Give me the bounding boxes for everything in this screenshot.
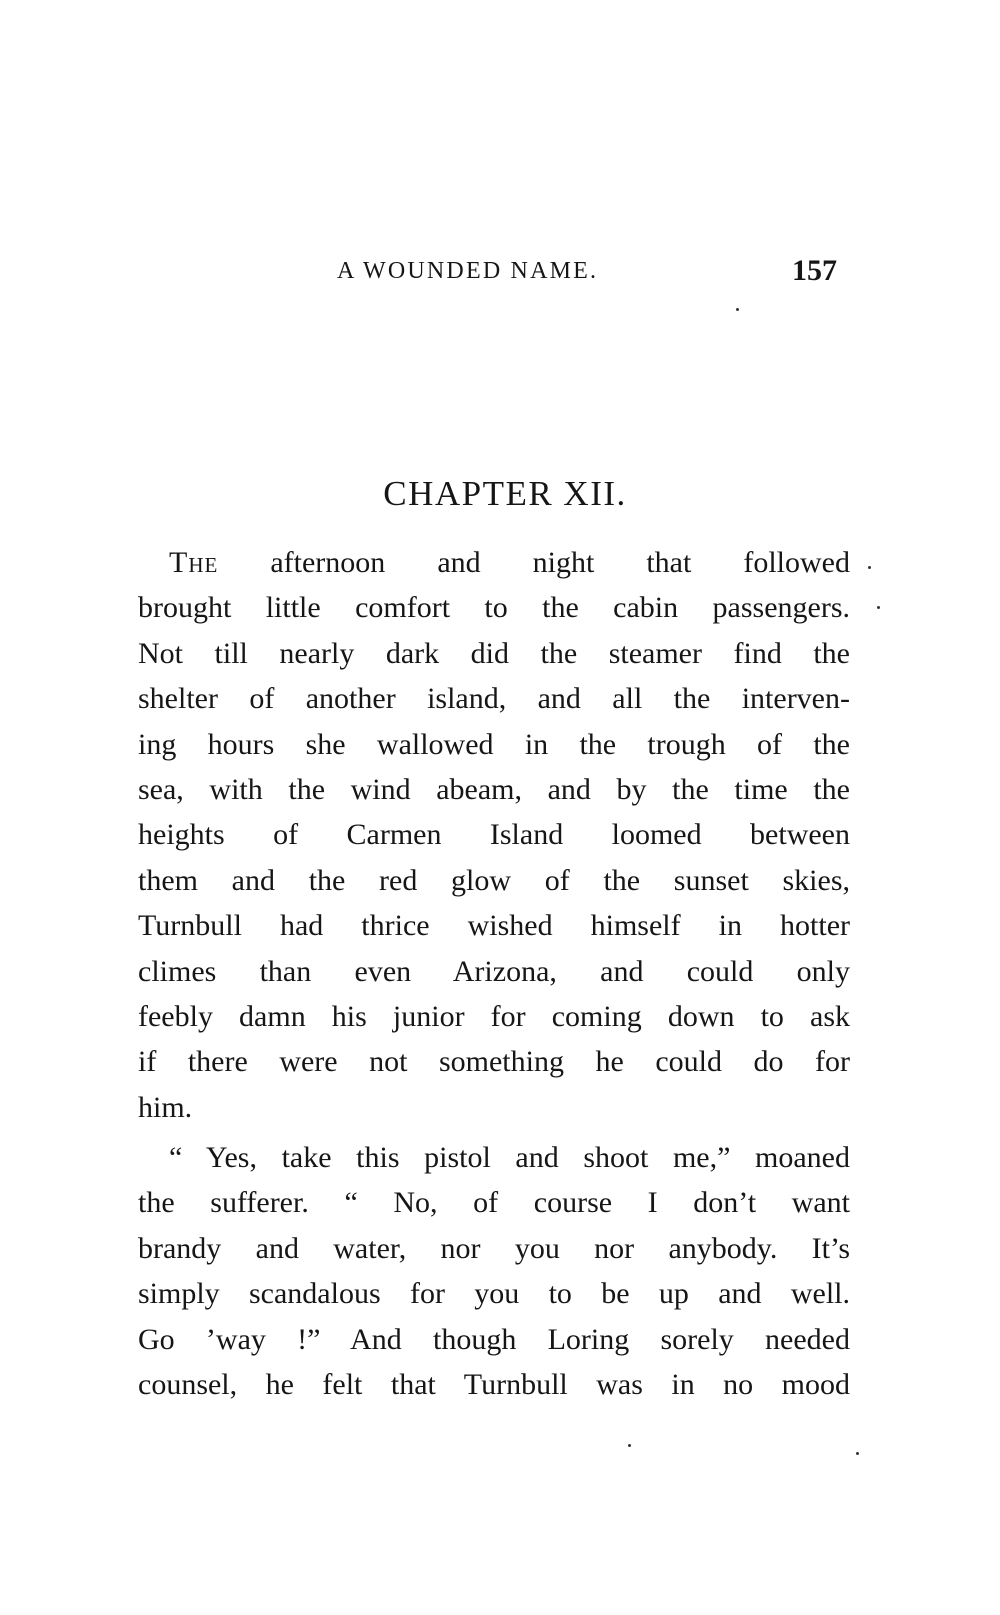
text-line: ing hours she wallowed in the trough of the bbox=[138, 727, 850, 761]
text-line: brandy and water, nor you nor anybody. It’s bbox=[138, 1231, 850, 1265]
text-line: shelter of another island, and all the interven- bbox=[138, 682, 850, 716]
text-line: “ Yes, take this pistol and shoot me,” moaned bbox=[169, 1141, 850, 1175]
text-line: the sufferer. “ No, of course I don’t want bbox=[138, 1186, 850, 1220]
page-number: 157 bbox=[792, 254, 837, 287]
running-title: A WOUNDED NAME. bbox=[337, 258, 599, 284]
text-line: simply scandalous for you to be up and well. bbox=[138, 1277, 850, 1311]
text-line: brought little comfort to the cabin passengers. bbox=[138, 591, 850, 625]
print-speck bbox=[628, 1444, 631, 1447]
paragraph bbox=[138, 540, 850, 1130]
text-line: him. bbox=[138, 1090, 193, 1124]
text-line bbox=[138, 540, 850, 585]
text-line: feebly damn his junior for coming down to ask bbox=[138, 999, 850, 1033]
print-speck bbox=[856, 1452, 859, 1455]
text-line: them and the red glow of the sunset skies, bbox=[138, 863, 850, 897]
print-speck bbox=[877, 606, 880, 609]
print-speck bbox=[736, 308, 739, 311]
text-line: if there were not something he could do for bbox=[138, 1045, 850, 1079]
text-line: climes than even Arizona, and could only bbox=[138, 954, 850, 988]
text-line: counsel, he felt that Turnbull was in no mood bbox=[138, 1368, 850, 1402]
text-line: heights of Carmen Island loomed between bbox=[138, 818, 850, 852]
line-rest: afternoon and night that followed bbox=[218, 546, 850, 579]
text-line: Go ’way !” And though Loring sorely needed bbox=[138, 1322, 850, 1356]
chapter-heading: CHAPTER XII. bbox=[383, 474, 627, 513]
print-speck bbox=[868, 566, 871, 569]
running-head bbox=[0, 254, 1000, 298]
text-line: Turnbull had thrice wished himself in hotter bbox=[138, 909, 850, 943]
text-line: sea, with the wind abeam, and by the time the bbox=[138, 772, 850, 806]
body-text bbox=[138, 540, 850, 1407]
paragraph bbox=[138, 1135, 850, 1407]
text-line: Not till nearly dark did the steamer find the bbox=[138, 636, 850, 670]
opening-word: The bbox=[169, 546, 219, 579]
